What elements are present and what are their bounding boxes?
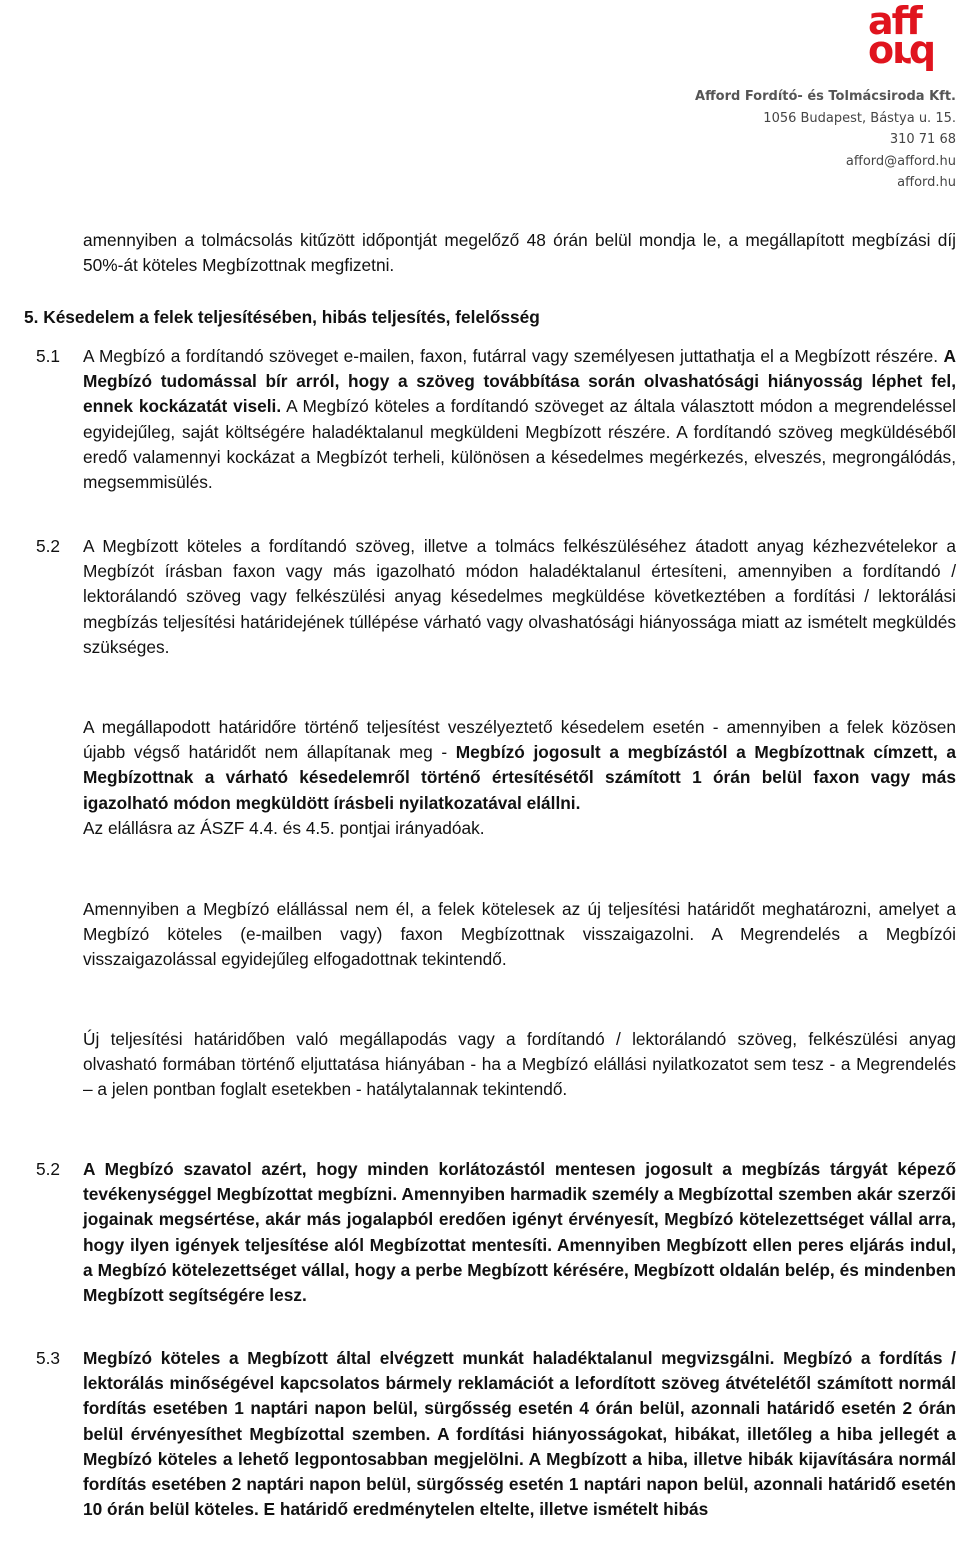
logo-line1: aff [868, 0, 921, 43]
delay-text1: A megállapodott határidőre történő teljesítést veszélyeztető késedelem esetén - amennyiben a felek közösen újabb végső határidőt nem állapítanak meg - [83, 717, 956, 763]
letterhead [660, 0, 960, 200]
company-info [695, 86, 956, 194]
section-5-1-text1: A Megbízó a fordítandó szöveget e-mailen, faxon, futárral vagy személyesen juttathatja el a Megbízott részére. [83, 346, 939, 366]
company-phone: 310 71 68 [889, 132, 956, 147]
company-address: 1056 Budapest, Bástya u. 15. [763, 110, 956, 126]
afford-logo [868, 0, 956, 77]
new-deadline-paragraph: Új teljesítési határidőben való megállapodás vagy a fordítandó / lektorálandó szöveg, felkészülési anyag olvasható formában történő eljuttatása hiányában - ha a Megbízó elállási nyilatkozatot sem tesz - a Megrendelés – a jelen pontban foglalt esetekben - hatálytalannak tekintendő. [83, 1029, 956, 1100]
company-name: Afford Fordító- és Tolmácsiroda Kft. [695, 89, 956, 104]
section-5-2-paragraph: A Megbízott köteles a fordítandó szöveg, illetve a tolmács felkészüléséhez átadott anyag kézhezvételekor a Megbízót írásban faxon vagy más igazolható módon haladéktalanul értesíteni, amennyiben a fordítandó / lektorálandó szöveg vagy felkészülési anyag késedelmes megküldése következtében a fordítási / lektorálási megbízás teljesítési határidejének túllépése várható vagy olvashatósági hiányossága miatt az ismételt megküldés szükséges. [83, 536, 956, 657]
section-number-5-2: 5.2 [36, 536, 61, 556]
section-number-5-1: 5.1 [36, 346, 61, 366]
section-5-1-paragraph [83, 344, 956, 495]
intro-paragraph: amennyiben a tolmácsolás kitűzött időpontját megelőző 48 órán belül mondja le, a megállapított megbízási díj 50%-át köteles Megbízottnak megfizetni. [83, 230, 956, 276]
delay-bold: Megbízó jogosult a megbízástól a Megbízottnak címzett, a Megbízottnak a várható késedelemről történő értesítésétől számított 1 órán belül faxon vagy más igazolható módon megküldött írásbeli nyilatkozatával elállni. [83, 742, 956, 813]
company-email: afford@afford.hu [845, 153, 956, 169]
section-number-5-3: 5.3 [36, 1348, 61, 1368]
delay-paragraph [83, 715, 956, 841]
withdraw-paragraph: Amennyiben a Megbízó elállással nem él, a felek kötelesek az új teljesítési határidőt meghatározni, amelyet a Megbízó köteles (e-mailben vagy) faxon Megbízottnak visszaigazolni. A Megrendelés a Megbízói visszaigazolással egyidejűleg elfogadottnak tekintendő. [83, 899, 956, 970]
section-heading: 5. Késedelem a felek teljesítésében, hibás teljesítés, felelősség [24, 307, 540, 327]
section-5-3-paragraph: Megbízó köteles a Megbízott által elvégzett munkát haladéktalanul megvizsgálni. Megbízó a fordítás / lektorálás minőségével kapcsolatos bármely reklamációt a lefordított szöveg átvételétől számított normál fordítás esetében 1 naptári napon belül, sürgősség esetén 4 órán belül, azonnali határidő esetén 2 órán belül érvényesíthet Megbízottal szemben. A fordítási hiányosságokat, hibákat, illetőleg a hiba jellegét a Megbízó köteles a lehető legpontosabban megjelölni. A Megbízott a hiba, illetve hibák kijavítására normál fordítás esetében 2 naptári napon belül, sürgősség esetén 1 naptári napon belül, azonnali határidő esetén 10 órán belül köteles. E határidő eredménytelen eltelte, illetve ismételt hibás [83, 1348, 956, 1520]
logo-line2: ord [868, 33, 935, 77]
company-web: afford.hu [897, 175, 956, 190]
delay-text2: Az elállásra az ÁSZF 4.4. és 4.5. pontjai irányadóak. [83, 817, 485, 838]
section-5-2b-paragraph: A Megbízó szavatol azért, hogy minden korlátozástól mentesen jogosult a megbízás tárgyát képező tevékenységgel Megbízottat megbízni. Amennyiben harmadik személy a Megbízottal szemben akár szerzői jogainak megsértése, akár más jogalapból eredően igényt érvényesít, Megbízó kötelezettséget vállal arra, hogy ilyen igények teljesítése alól Megbízottat mentesíti. Amennyiben Megbízott ellen peres eljárás indul, a Megbízó kötelezettséget vállal, hogy a perbe Megbízott kérésére, Megbízott oldalán belép, és mindenben Megbízott segítségére lesz. [83, 1159, 956, 1306]
section-5-1-text2: A Megbízó köteles a fordítandó szöveget az általa választott módon a megrendeléssel egyidejűleg, saját költségére haladéktalanul megküldeni Megbízott részére. A fordítandó szöveg megküldéséből eredő valamennyi kockázat a Megbízót terheli, különösen a késedelmes megérkezés, elveszés, megrongálódás, megsemmisülés. [83, 396, 956, 493]
section-number-5-2b: 5.2 [36, 1159, 61, 1179]
section-5-1-bold: A Megbízó tudomással bír arról, hogy a szöveg továbbítása során olvashatósági hiányosság léphet fel, ennek kockázatát viseli. [83, 346, 956, 417]
